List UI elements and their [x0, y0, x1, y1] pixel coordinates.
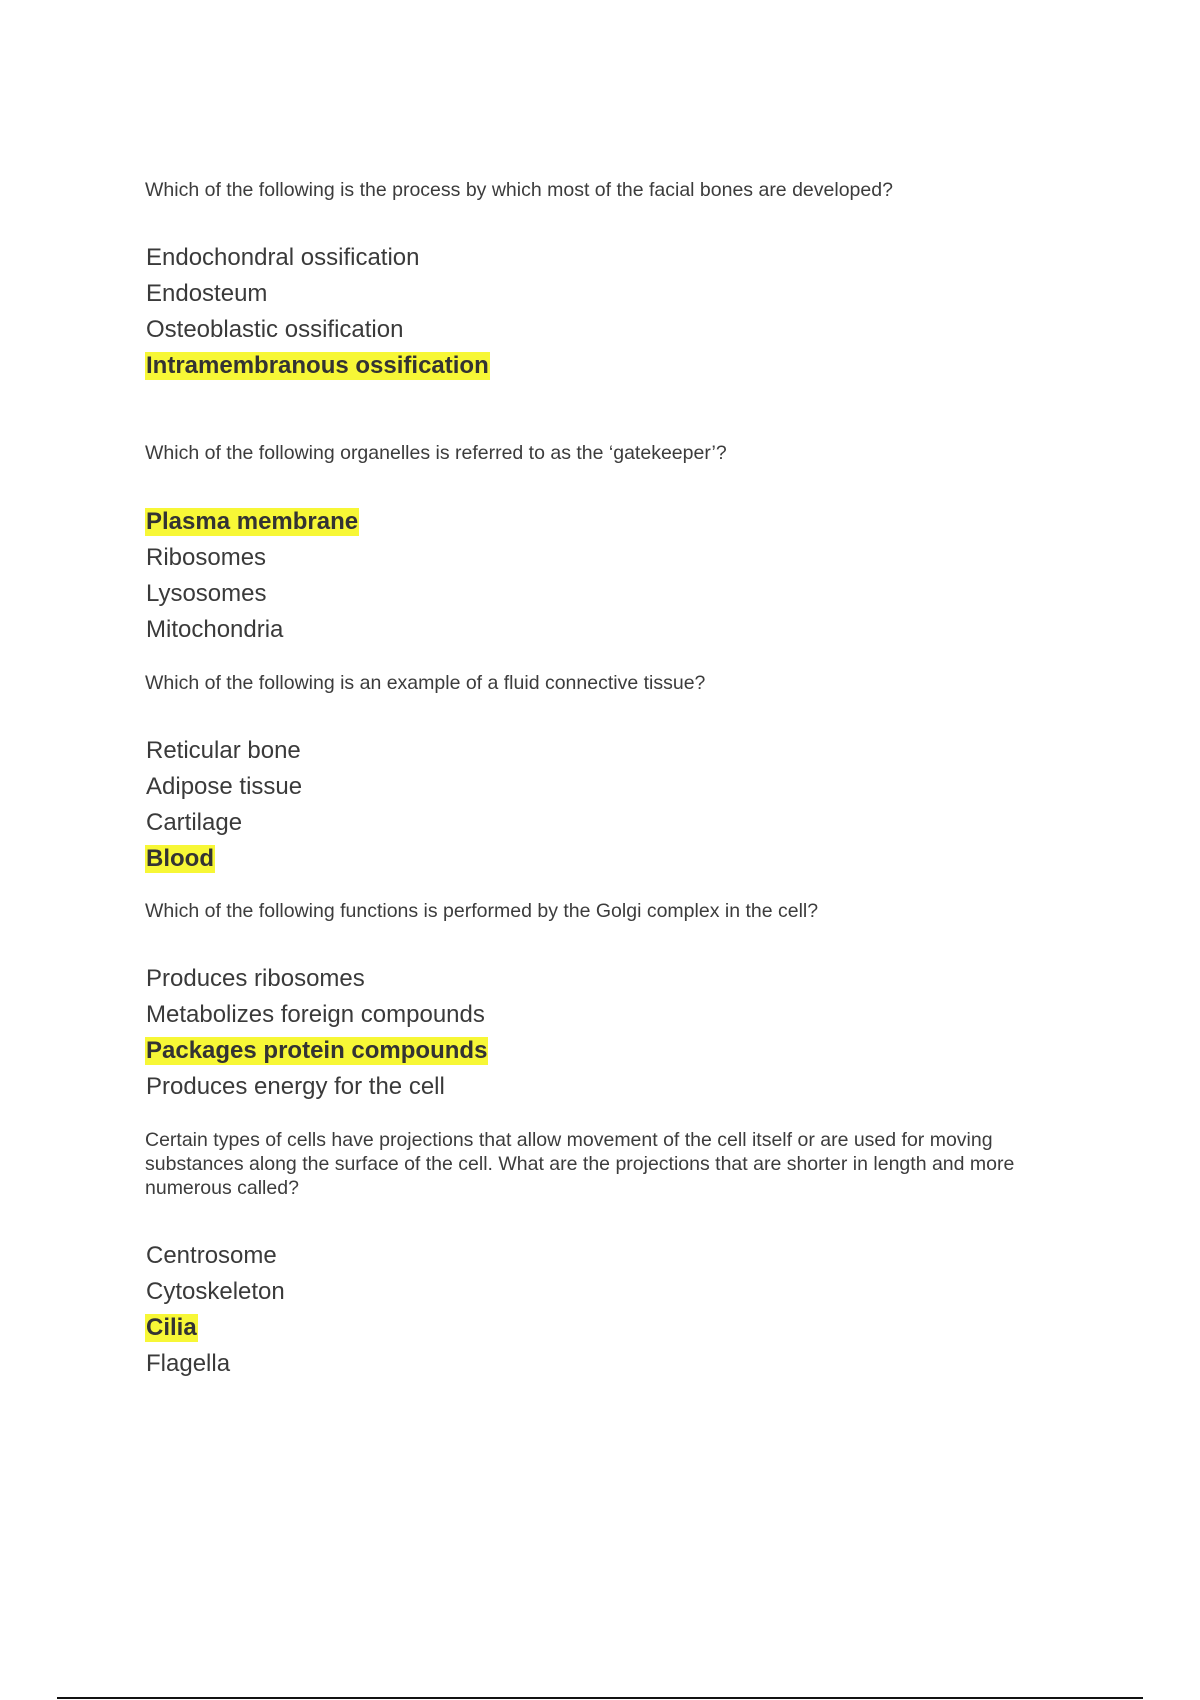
question-text: Which of the following functions is performed by the Golgi complex in the cell?	[145, 900, 819, 922]
answer-option-correct: Plasma membrane	[146, 508, 359, 535]
answer-option: Ribosomes	[146, 544, 267, 571]
question-block-3	[145, 671, 1075, 877]
answer-options	[145, 240, 1075, 384]
answer-option: Lysosomes	[146, 580, 267, 607]
question-text: Certain types of cells have projections that allow movement of the cell itself or are used for moving substances along the surface of the cell. What are the projections that are shorter in length and more numerous called?	[145, 1129, 1015, 1199]
answer-option: Cytoskeleton	[146, 1278, 285, 1305]
answer-options	[145, 961, 1075, 1105]
question-text: Which of the following organelles is referred to as the ‘gatekeeper’?	[145, 442, 727, 464]
answer-options	[145, 504, 1075, 648]
question-text: Which of the following is the process by which most of the facial bones are developed?	[145, 179, 893, 201]
question-block-1	[145, 178, 1075, 384]
page-divider	[57, 1697, 1143, 1699]
answer-option-correct: Blood	[146, 845, 214, 872]
question-block-2	[145, 441, 1075, 648]
answer-option: Endosteum	[146, 280, 268, 307]
question-block-5	[145, 1128, 1075, 1382]
answer-option: Osteoblastic ossification	[146, 316, 404, 343]
question-block-4	[145, 899, 1075, 1105]
answer-option: Produces ribosomes	[146, 965, 365, 992]
answer-option: Mitochondria	[146, 616, 284, 643]
answer-option: Metabolizes foreign compounds	[146, 1001, 485, 1028]
answer-option: Flagella	[146, 1350, 231, 1377]
question-text: Which of the following is an example of a fluid connective tissue?	[145, 672, 706, 694]
answer-option: Adipose tissue	[146, 773, 303, 800]
answer-option: Centrosome	[146, 1242, 277, 1269]
answer-options	[145, 1238, 1075, 1382]
answer-option-correct: Packages protein compounds	[146, 1037, 488, 1064]
answer-option-correct: Cilia	[146, 1314, 197, 1341]
answer-option-correct: Intramembranous ossification	[146, 352, 489, 379]
answer-option: Reticular bone	[146, 737, 301, 764]
answer-option: Endochondral ossification	[146, 244, 420, 271]
answer-option: Cartilage	[146, 809, 243, 836]
answer-options	[145, 733, 1075, 877]
answer-option: Produces energy for the cell	[146, 1073, 445, 1100]
